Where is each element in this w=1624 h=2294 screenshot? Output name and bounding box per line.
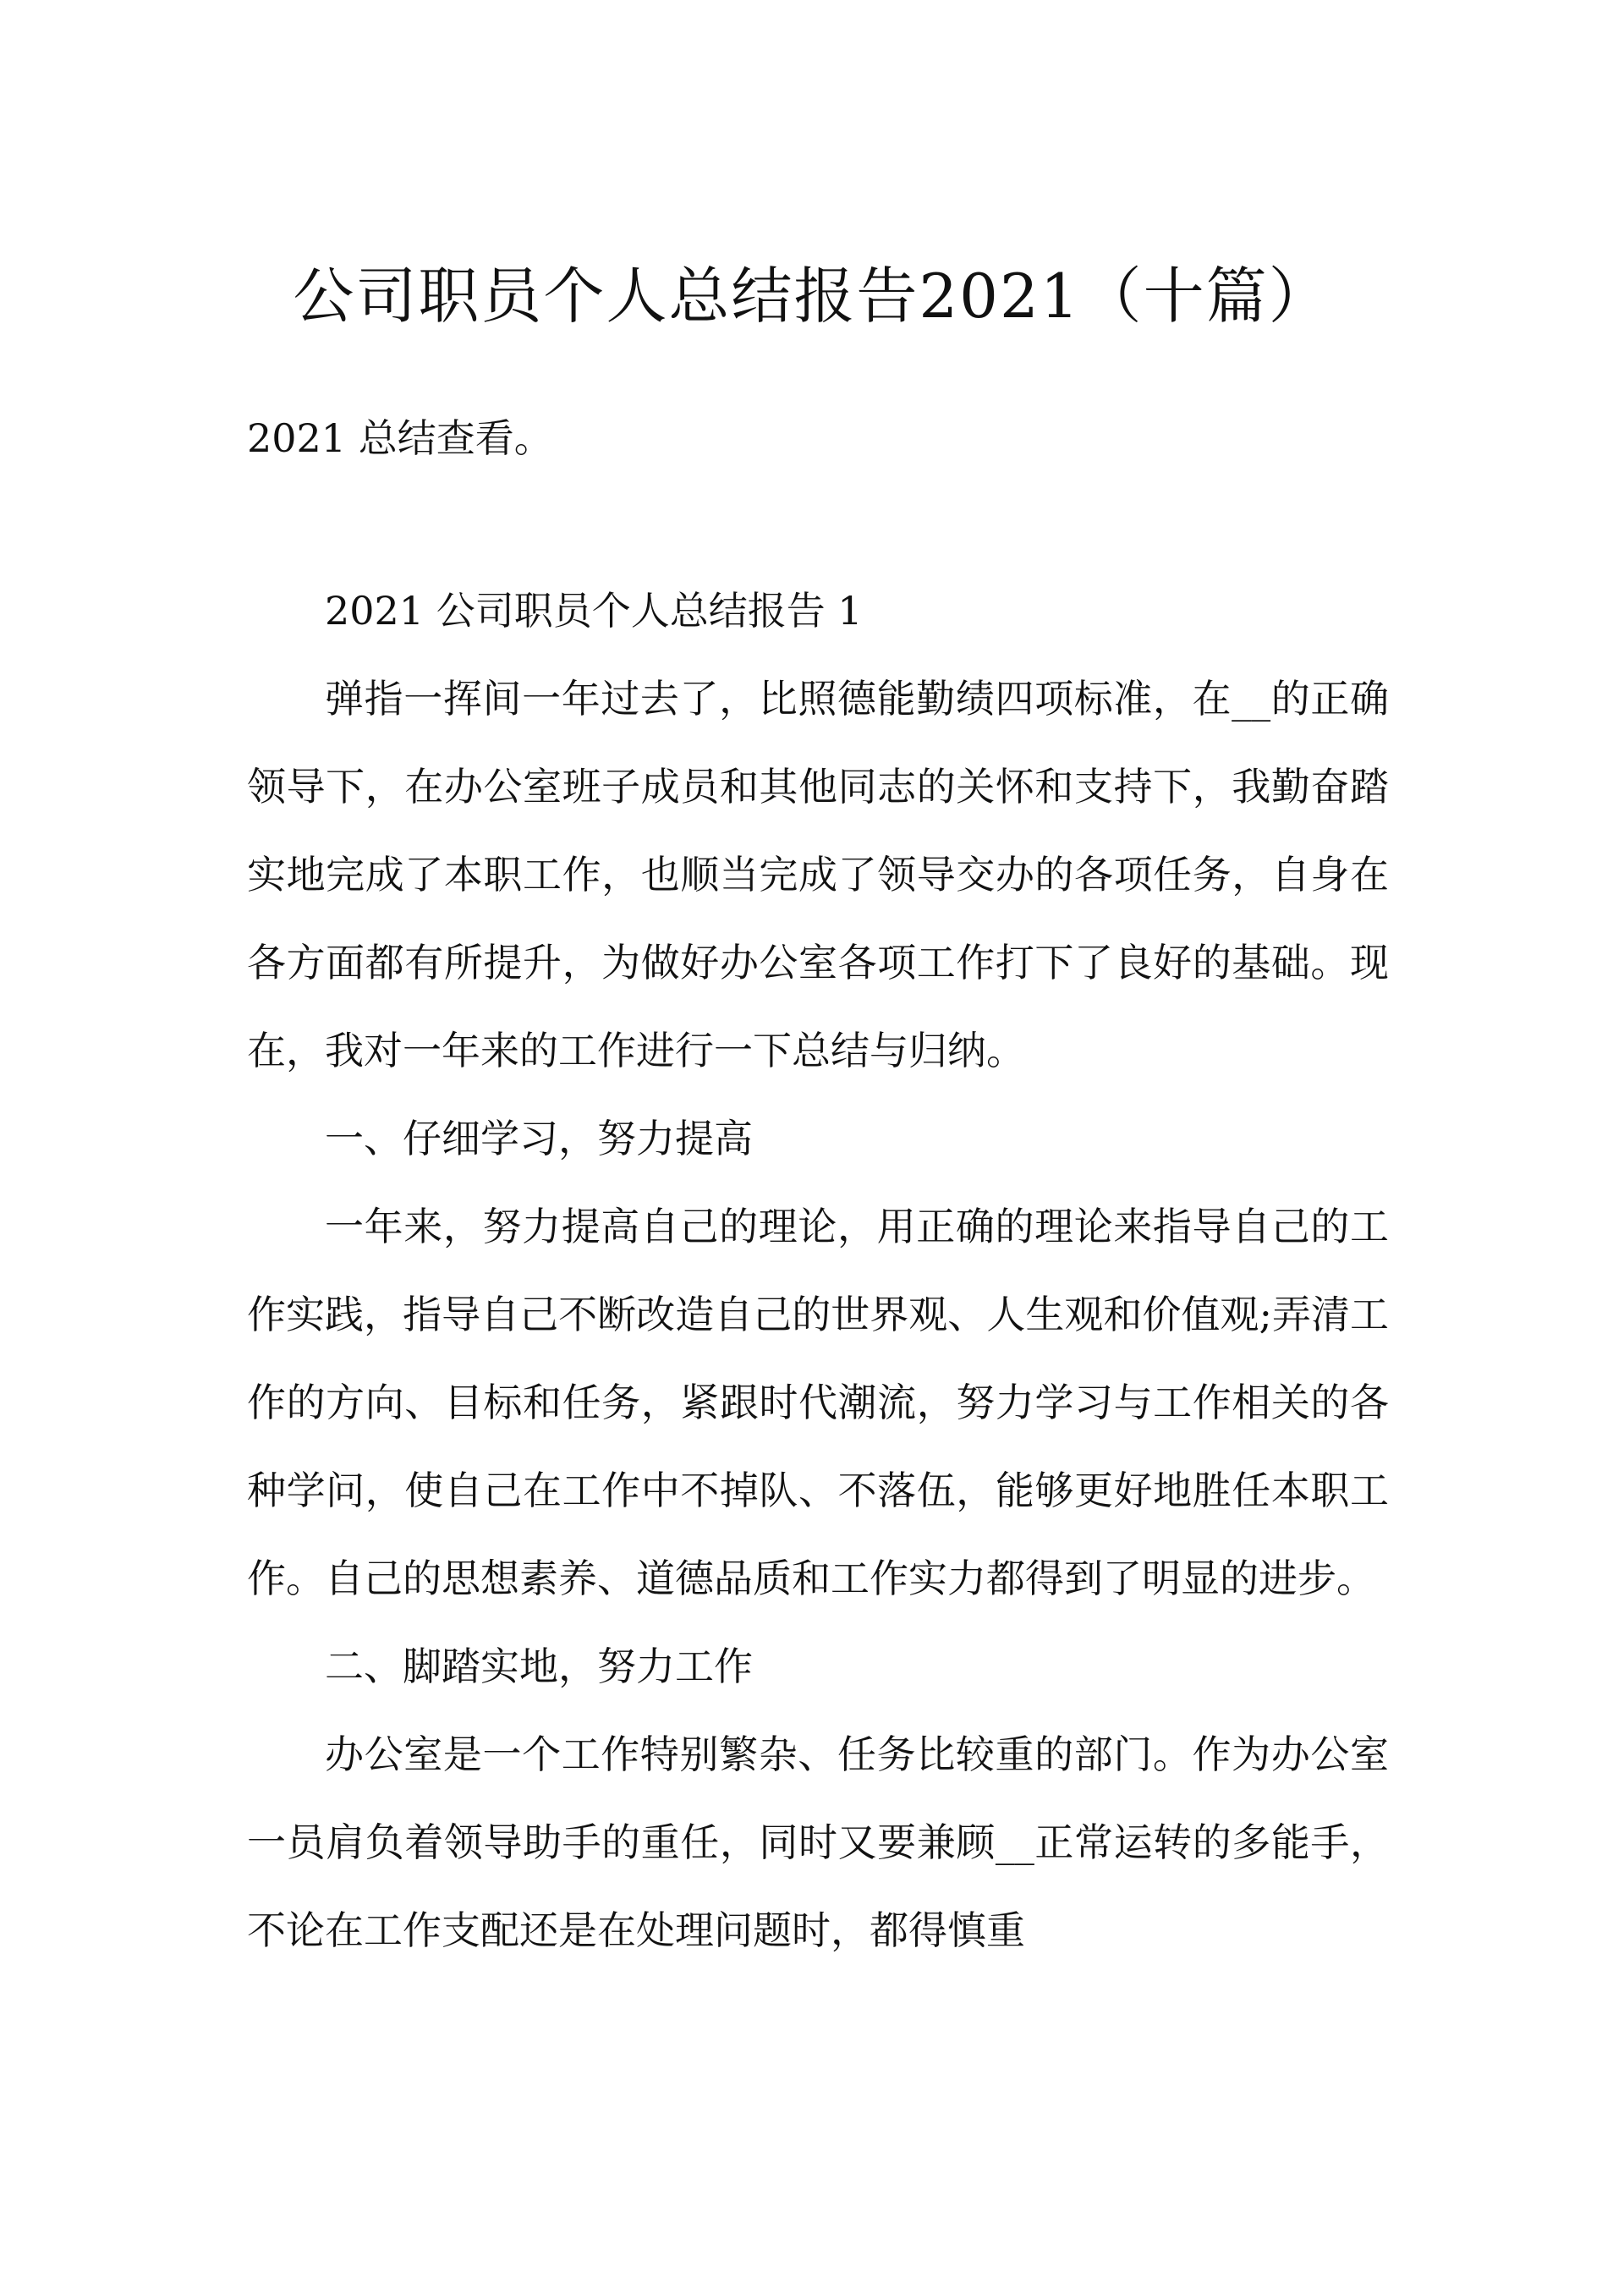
section-title: 2021 公司职员个人总结报告 1 <box>325 588 863 634</box>
document-title: 公司职员个人总结报告2021（十篇） <box>293 261 1331 332</box>
paragraph: 办公室是一个工作特别繁杂、任务比较重的部门。作为办公室一员肩负着领导助手的重任，同时又要兼顾__正常运转的多能手，不论在工作支配还是在处理问题时，都得慎重 <box>247 1731 1389 1953</box>
subheading: 二、脚踏实地，努力工作 <box>325 1644 753 1689</box>
paragraph: 一年来，努力提高自己的理论，用正确的理论来指导自己的工作实践，指导自己不断改造自己的世界观、人生观和价值观;弄清工作的方向、目标和任务，紧跟时代潮流，努力学习与工作相关的各种学问，使自己在工作中不掉队、不落伍，能够更好地胜任本职工作。自己的思想素养、道德品质和工作实力都得到了明显的进步。 <box>247 1204 1389 1601</box>
paragraph: 弹指一挥间一年过去了，比照德能勤绩四项标准，在__的正确领导下，在办公室班子成员和其他同志的关怀和支持下，我勤奋踏实地完成了本职工作，也顺当完成了领导交办的各项任务，自身在各方面都有所提升，为做好办公室各项工作打下了良好的基础。现在，我对一年来的工作进行一下总结与归纳。 <box>247 676 1389 1073</box>
intro-text: 2021 总结查看。 <box>247 415 553 461</box>
subheading: 一、仔细学习，努力提高 <box>325 1116 753 1161</box>
document-body <box>247 567 1389 1974</box>
intro-line <box>247 394 1389 482</box>
